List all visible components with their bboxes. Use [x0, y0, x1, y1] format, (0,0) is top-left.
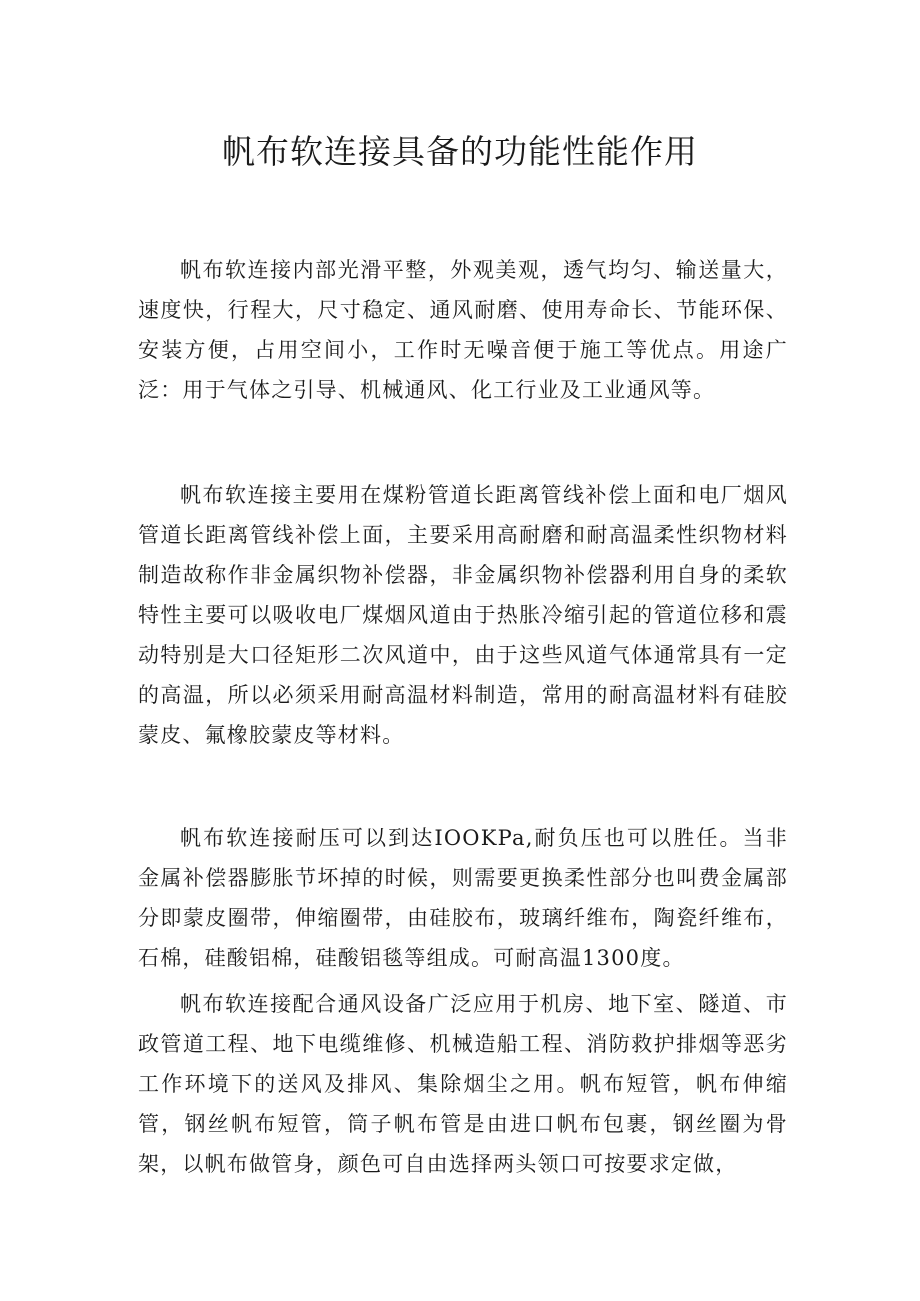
page-title: 帆布软连接具备的功能性能作用 [222, 132, 698, 171]
paragraph-4: 帆布软连接配合通风设备广泛应用于机房、地下室、隧道、市政管道工程、地下电缆维修、机械造船工程、消防救护排烟等恶劣工作环境下的送风及排风、集除烟尘之用。帆布短管，帆布伸缩管，钢丝帆布短管，筒子帆布管是由进口帆布包裹，钢丝圈为骨架，以帆布做管身，颜色可自由选择两头领口可按要求定做， [138, 992, 788, 1176]
paragraph-2: 帆布软连接主要用在煤粉管道长距离管线补偿上面和电厂烟风管道长距离管线补偿上面，主要采用高耐磨和耐高温柔性织物材料制造故称作非金属织物补偿器，非金属织物补偿器利用自身的柔软特性主要可以吸收电厂煤烟风道由于热胀冷缩引起的管道位移和震动特别是大口径矩形二次风道中，由于这些风道气体通常具有一定的高温，所以必须采用耐高温材料制造，常用的耐高温材料有硅胶蒙皮、氟橡胶蒙皮等材料。 [138, 483, 788, 747]
paragraph-1: 帆布软连接内部光滑平整，外观美观，透气均匀、输送量大，速度快，行程大，尺寸稳定、通风耐磨、使用寿命长、节能环保、安装方便，占用空间小，工作时无噪音便于施工等优点。用途广泛：用于气体之引导、机械通风、化工行业及工业通风等。 [138, 258, 788, 402]
paragraph-3: 帆布软连接耐压可以到达IOOKPa,耐负压也可以胜任。当非金属补偿器膨胀节坏掉的时候，则需要更换柔性部分也叫费金属部分即蒙皮圈带，伸缩圈带，由硅胶布，玻璃纤维布，陶瓷纤维布，石棉，硅酸铝棉，硅酸铝毯等组成。可耐高温1300度。 [138, 826, 788, 970]
